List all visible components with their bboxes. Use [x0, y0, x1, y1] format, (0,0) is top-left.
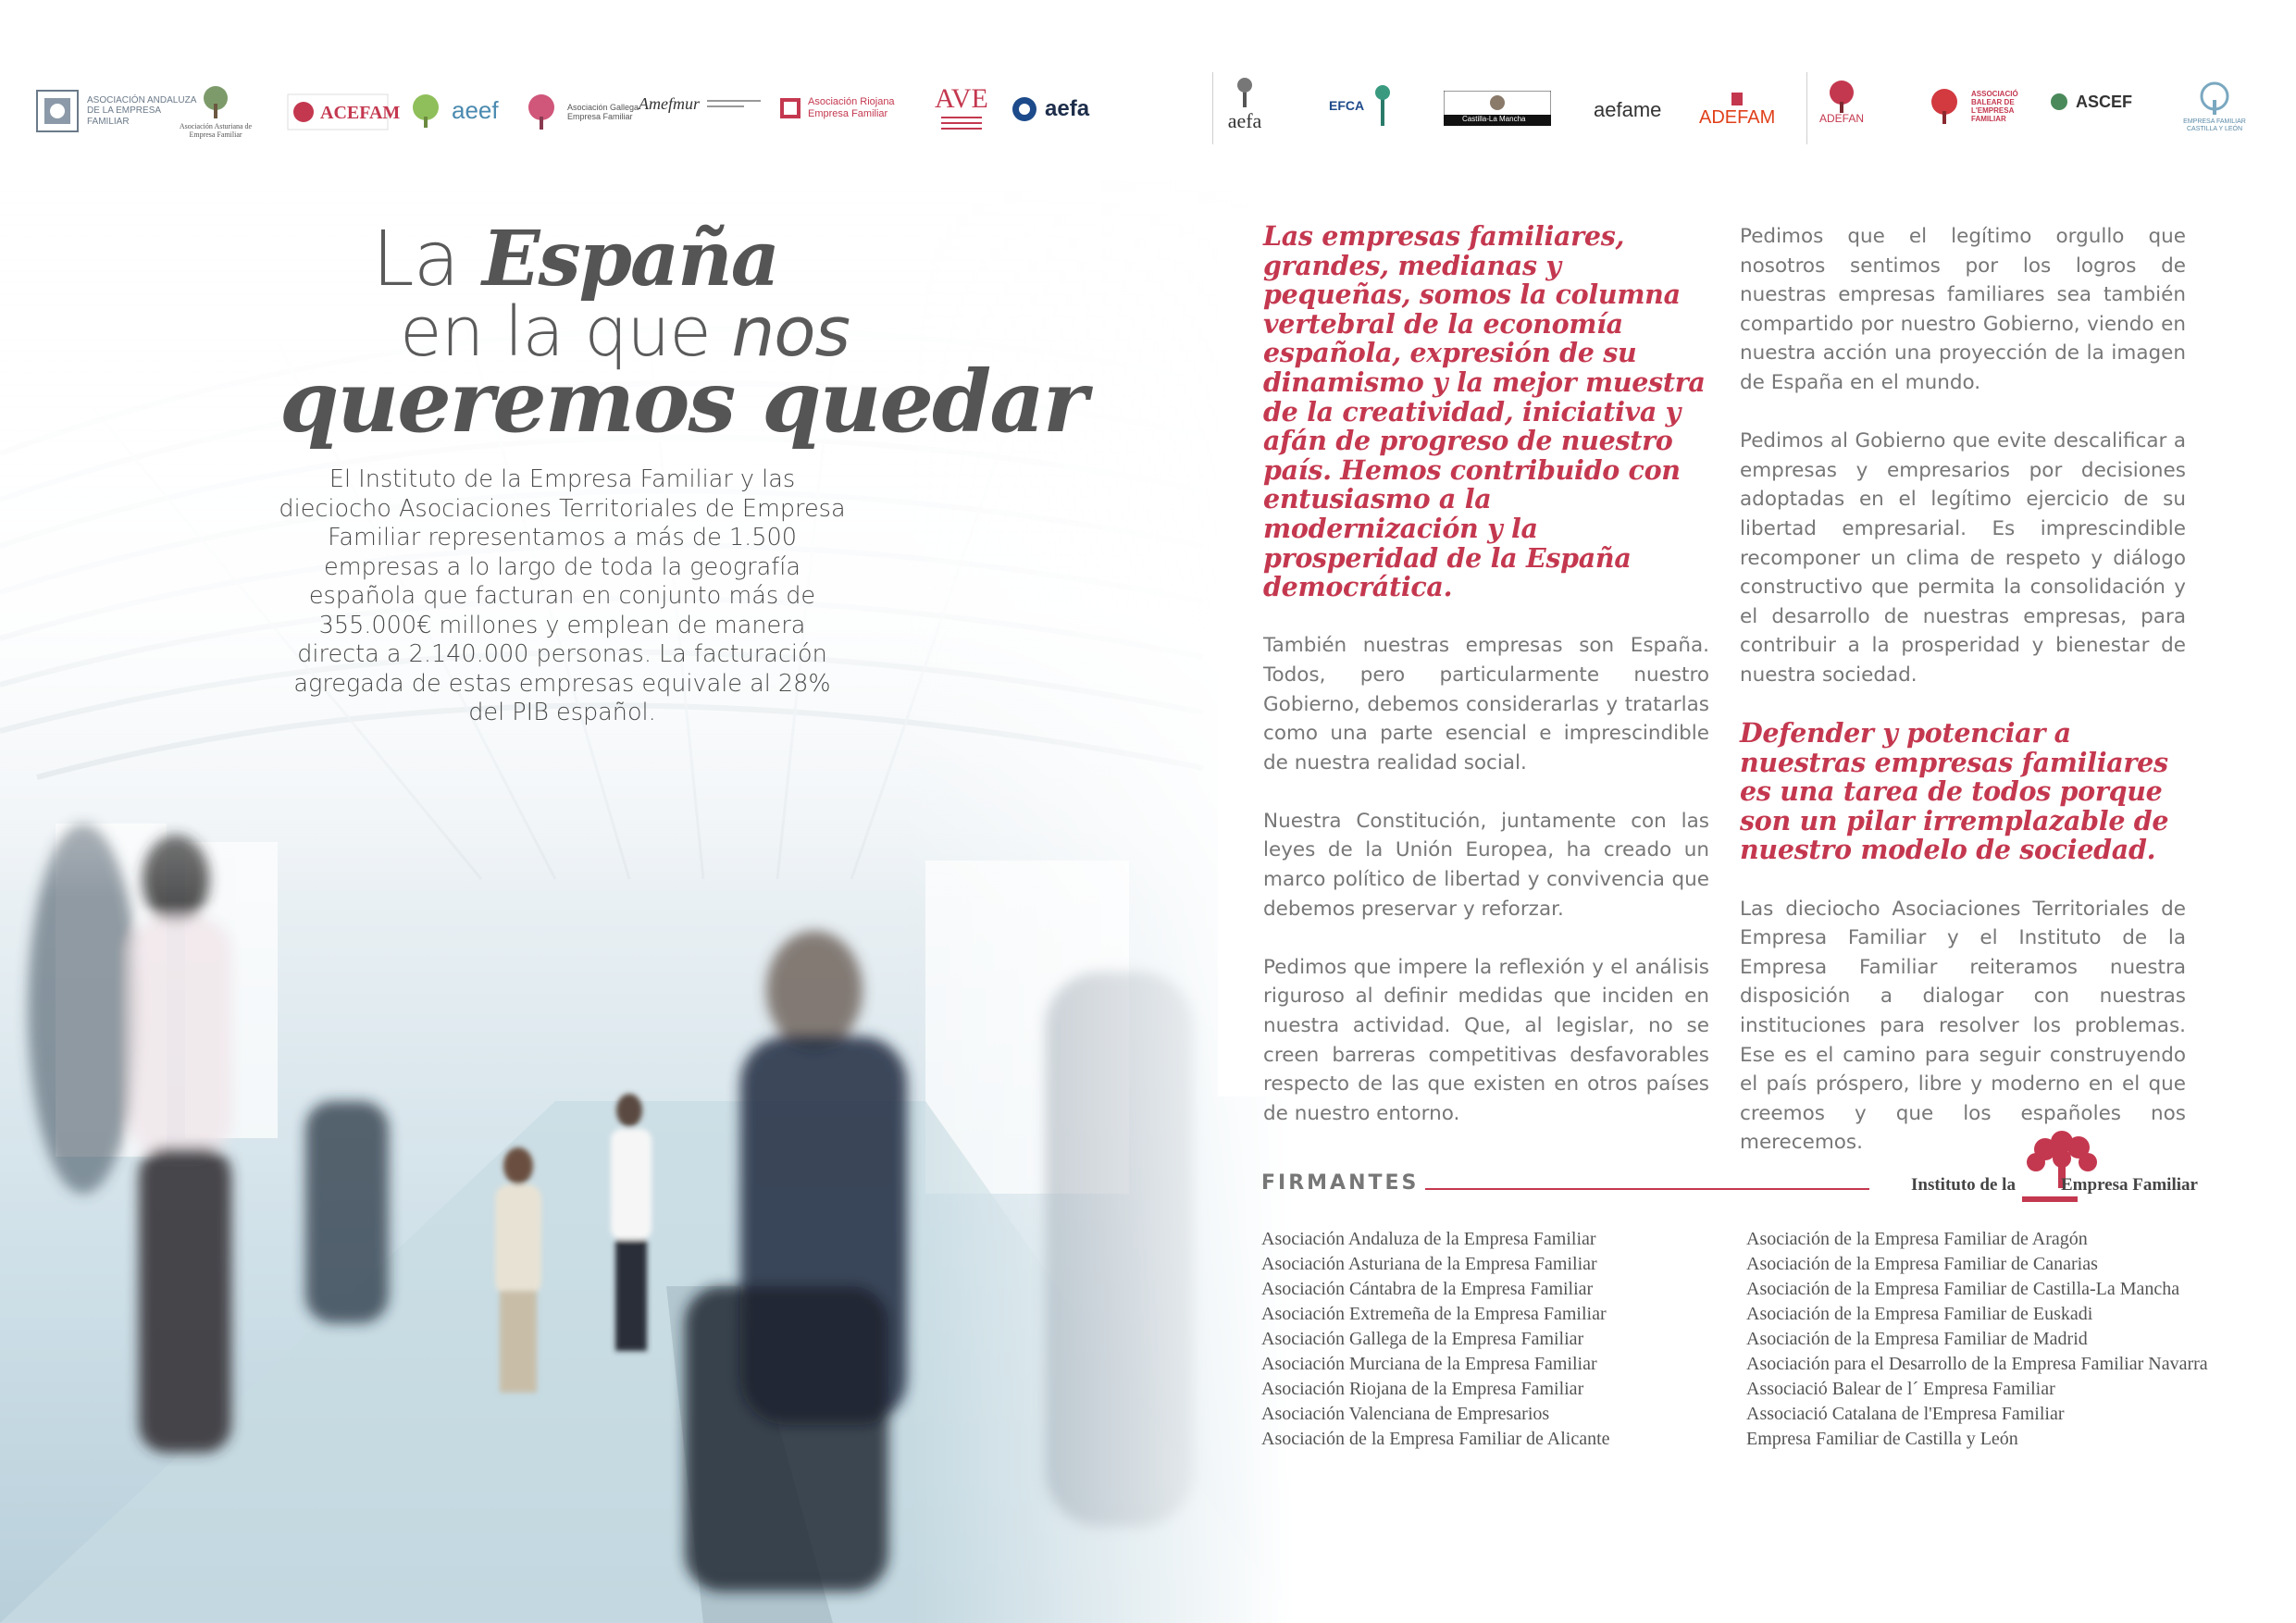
list-item: Asociación Extremeña de la Empresa Familiar: [1261, 1304, 1607, 1324]
paragraph: Pedimos que el legítimo orgullo que nosotros sentimos por los logros de nuestras empresas familiares sea también compartido por nuestro Gobierno, viendo en nuestra acción una proyección de la imagen de España en el mundo.: [1740, 225, 2186, 394]
list-item: Asociación Cántabra de la Empresa Familiar: [1261, 1279, 1594, 1299]
asociacion-andaluza-logo: ASOCIACIÓN ANDALUZA DE LA EMPRESA FAMILIAR: [35, 89, 198, 133]
firmantes-list-left: [1261, 1227, 1610, 1452]
asociacion-riojana-logo: Asociación Riojana Empresa Familiar: [780, 96, 919, 119]
efca-logo: EFCA: [1329, 85, 1394, 126]
aefame-logo: aefame: [1594, 98, 1662, 121]
title-line-1: La España: [372, 215, 778, 304]
list-item: Asociación de la Empresa Familiar de Aragón: [1746, 1229, 2088, 1249]
paragraph: Pedimos que impere la reflexión y el análisis riguroso al definir medidas que inciden en nuestra actividad. Que, al legislar, no se creen barreras competitivas desfavorables respecto de las que existen en otros países de nuestro entorno.: [1263, 955, 1709, 1125]
ascef-logo: ASCEF: [2050, 93, 2132, 112]
intro-paragraph: El Instituto de la Empresa Familiar y las dieciocho Asociaciones Territoriales de Empresa Familiar representamos a más de 1.500 empresas a lo largo de toda la geografía española que facturan en conjunto más de 355.000€ millones y emplean de manera directa a 2.140.000 personas. La facturación agregada de estas empresas equivale al 28% del PIB español.: [279, 465, 846, 726]
firmantes-heading: FIRMANTES: [1261, 1171, 1420, 1195]
list-item: Asociación Gallega de la Empresa Familiar: [1261, 1329, 1584, 1349]
list-item: Associació Catalana de l'Empresa Familiar: [1746, 1404, 2065, 1424]
aeef-logo: aeef: [407, 93, 499, 130]
logo-strip: [0, 0, 2296, 176]
adefam-logo: ADEFAM: [1699, 93, 1775, 129]
adefan-logo: ADEFAN: [1819, 80, 1864, 126]
paragraph: Pedimos al Gobierno que evite descalificar a empresas y empresarios por decisiones adoptadas en el legítimo ejercicio de su libertad empresarial. Es imprescindible recomponer un clima de respeto y diálogo constructivo que permita la consolidación y el desarrollo de nuestras empresas, para contribuir a la prosperidad y bienestar de nuestra sociedad.: [1740, 429, 2186, 687]
logo-underline: [2022, 1196, 2078, 1202]
list-item: Asociación de la Empresa Familiar de Euskadi: [1746, 1304, 2093, 1324]
text-column-2: [1740, 222, 2186, 1158]
logo-separator: [1212, 72, 1213, 144]
paragraph: También nuestras empresas son España. Todos, pero particularmente nuestro Gobierno, debemos considerarlas y tratarlas como una parte esencial e imprescindible de nuestra realidad social.: [1263, 634, 1709, 774]
list-item: Asociación para el Desarrollo de la Empresa Familiar Navarra: [1746, 1354, 2208, 1374]
asociacion-gallega-logo: Asociación Gallega Empresa Familiar: [523, 93, 641, 131]
paragraph: Las dieciocho Asociaciones Territoriales de Empresa Familiar y el Instituto de la Empresa Familiar reiteramos nuestra disposición a dialogar con nuestras instituciones para resolver los problemas. Ese es el camino para seguir construyendo el país próspero, libre y moderno en el que creemos y que los españoles nos merecemos.: [1740, 897, 2186, 1155]
empresa-familiar-castilla-leon-logo: EMPRESA FAMILIAR CASTILLA Y LEÓN: [2182, 80, 2247, 133]
list-item: Associació Balear de l´ Empresa Familiar: [1746, 1379, 2055, 1399]
aefa-logo: aefa: [1011, 96, 1089, 122]
ave-logo: AVE: [935, 85, 988, 131]
associacio-balear-logo: ASSOCIACIÓ BALEAR DE L'EMPRESA FAMILIAR: [1925, 87, 2045, 126]
logo-separator: [1806, 72, 1807, 144]
aefa-aragon-logo: aefa: [1226, 76, 1263, 132]
amefmur-logo: Amefmur: [639, 94, 763, 114]
list-item: Asociación Murciana de la Empresa Familiar: [1261, 1354, 1597, 1374]
paragraph: Nuestra Constitución, juntamente con las leyes de la Unión Europea, ha creado un marco político de libertad y convivencia que debemos preservar y reforzar.: [1263, 809, 1709, 921]
firmantes-list-right: [1746, 1227, 2208, 1452]
list-item: Asociación Valenciana de Empresarios: [1261, 1404, 1550, 1424]
list-item: Asociación de la Empresa Familiar de Canarias: [1746, 1254, 2098, 1274]
pull-quote-2: Defender y potenciar a nuestras empresas familiares es una tarea de todos porque son un pilar irremplazable de nuestro modelo de sociedad.: [1740, 717, 2169, 866]
list-item: Empresa Familiar de Castilla y León: [1746, 1429, 2018, 1449]
list-item: Asociación Asturiana de la Empresa Familiar: [1261, 1254, 1597, 1274]
list-item: Asociación de la Empresa Familiar de Alicante: [1261, 1429, 1610, 1449]
text-column-1: [1263, 222, 1709, 1128]
asociacion-asturiana-logo: Asociación Asturiana de Empresa Familiar: [179, 83, 253, 139]
list-item: Asociación de la Empresa Familiar de Madrid: [1746, 1329, 2088, 1349]
title-line-3: queremos quedar: [279, 352, 1086, 452]
list-item: Asociación de la Empresa Familiar de Castilla-La Mancha: [1746, 1279, 2180, 1299]
castilla-la-mancha-logo: Castilla-La Mancha: [1444, 91, 1551, 126]
pull-quote-1: Las empresas familiares, grandes, medianas y pequeñas, somos la columna vertebral de la economía española, expresión de su dinamismo y la mejor muestra de la creatividad, iniciativa y afán de progreso de nuestro país. Hemos contribuido con entusiasmo a la modernización y la prosperidad de la España democrática.: [1263, 220, 1706, 603]
title-line-2: en la que nos: [400, 292, 850, 372]
list-item: Asociación Andaluza de la Empresa Familiar: [1261, 1229, 1596, 1249]
list-item: Asociación Riojana de la Empresa Familiar: [1261, 1379, 1584, 1399]
firmantes-rule: [1425, 1188, 1869, 1190]
acefam-logo: ACEFAM: [287, 93, 389, 130]
